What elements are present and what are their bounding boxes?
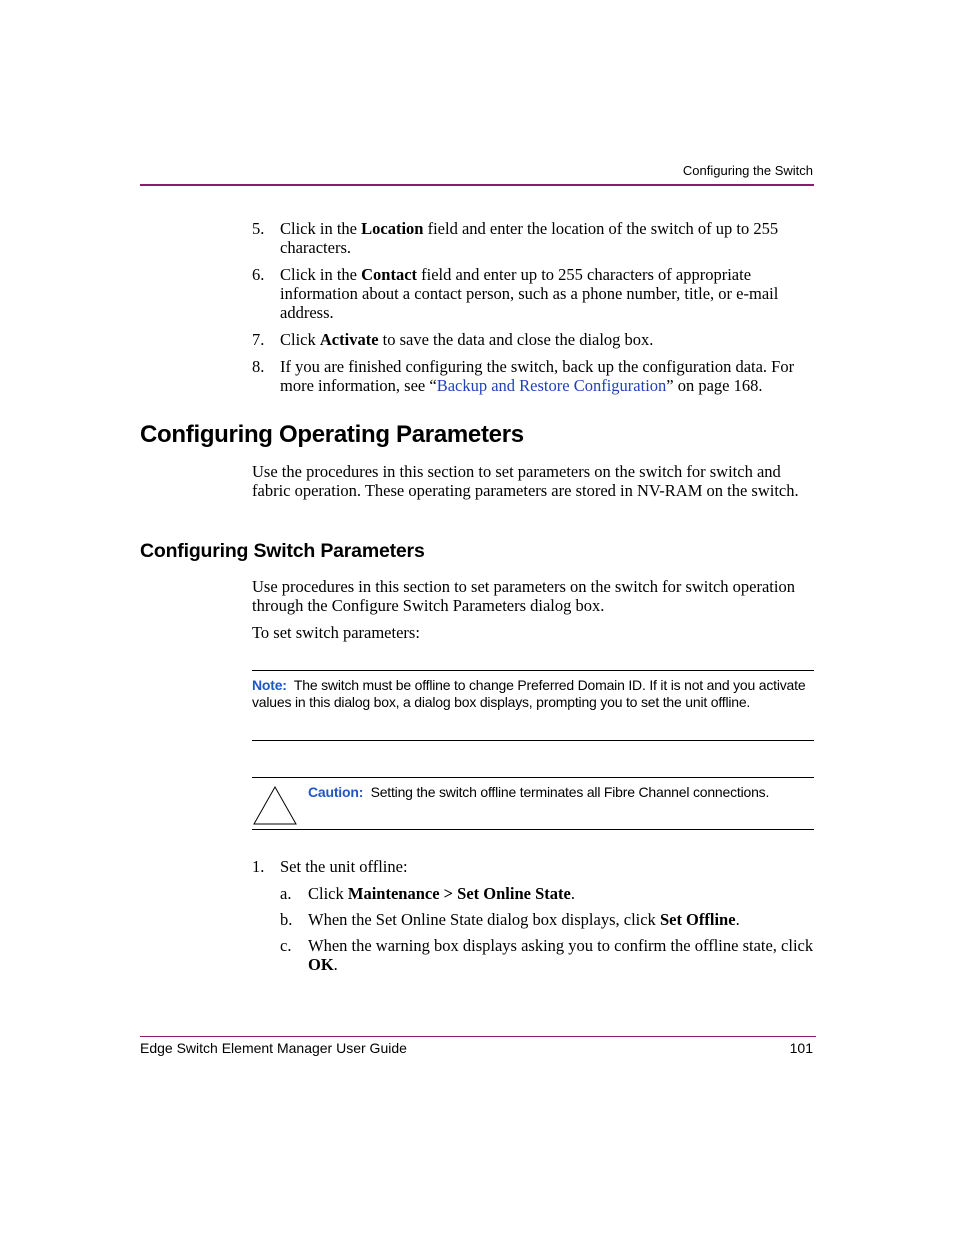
step-item (252, 857, 817, 876)
header-rule (140, 184, 814, 186)
step-item (252, 330, 817, 349)
step-text: . (570, 884, 575, 903)
caution-triangle-icon (253, 786, 297, 826)
page-number: 101 (789, 1040, 813, 1056)
step-text: When the warning box displays asking you to confirm the offline state, click (308, 936, 814, 955)
subsection-title: Configuring Switch Parameters (140, 540, 425, 562)
step-bold: Set Offline (659, 910, 736, 929)
step-text: ” on page 168. (666, 376, 763, 395)
step-text: . (333, 955, 338, 974)
steps-list-bottom (252, 857, 817, 981)
sub-step-letter: a. (280, 884, 292, 903)
step-item (252, 265, 817, 322)
step-number: 5. (252, 219, 265, 238)
sub-step-letter: b. (280, 910, 293, 929)
step-text: Click in the (280, 219, 362, 238)
step-number: 6. (252, 265, 265, 284)
footer-rule (140, 1036, 816, 1037)
step-number: 7. (252, 330, 265, 349)
caution-label: Caution: (308, 784, 364, 800)
running-header: Configuring the Switch (682, 163, 813, 178)
subsection-body: Use procedures in this section to set parameters on the switch for switch operation through the Configure Switch Parameters dialog box. (252, 577, 795, 615)
caution-bottom-rule (252, 829, 814, 830)
step-bold: Location (361, 219, 424, 238)
step-item (252, 219, 817, 257)
note-top-rule (252, 670, 814, 671)
note-text: The switch must be offline to change Preferred Domain ID. If it is not and you activate values in this dialog box, a dialog box displays, prompting you to set the unit offline. (252, 677, 806, 710)
steps-list-top (252, 219, 817, 403)
step-number: 8. (252, 357, 265, 376)
step-text: If you are finished configuring the switch, back up the configuration data. For more information, see “ (280, 357, 795, 395)
footer-title: Edge Switch Element Manager User Guide (140, 1040, 407, 1056)
step-text: Set the unit offline: (280, 857, 408, 876)
caution-top-rule (252, 777, 814, 778)
sub-step-letter: c. (280, 936, 292, 955)
sub-step-item (252, 884, 817, 903)
caution-text: Setting the switch offline terminates all Fibre Channel connections. (370, 784, 770, 800)
step-text: to save the data and close the dialog box. (378, 330, 654, 349)
note-label: Note: (252, 677, 287, 693)
step-text: Click (308, 884, 348, 903)
section-title: Configuring Operating Parameters (140, 421, 524, 448)
step-text: When the Set Online State dialog box displays, click (308, 910, 660, 929)
step-text: Click in the (280, 265, 362, 284)
section-body: Use the procedures in this section to set parameters on the switch for switch and fabric operation. These operating parameters are stored in NV-RAM on the switch. (252, 462, 799, 500)
step-text: field and enter up to 255 characters of appropriate information about a contact person, such as a phone number, title, or e-mail address. (280, 265, 779, 322)
step-bold: OK (308, 955, 334, 974)
step-text: . (735, 910, 740, 929)
step-bold: Contact (361, 265, 418, 284)
note-box (252, 677, 814, 711)
backup-restore-link[interactable]: Backup and Restore Configuration (436, 376, 667, 395)
caution-box (308, 784, 814, 801)
note-bottom-rule (252, 740, 814, 741)
step-text: Click (280, 330, 320, 349)
step-item (252, 357, 817, 395)
subsection-intro: To set switch parameters: (252, 623, 420, 642)
sub-step-item (252, 936, 817, 974)
step-bold: Activate (319, 330, 379, 349)
step-text: field and enter the location of the switch of up to 255 characters. (280, 219, 779, 257)
sub-step-item (252, 910, 817, 929)
step-bold: Maintenance > Set Online State (347, 884, 571, 903)
step-number: 1. (252, 857, 265, 876)
